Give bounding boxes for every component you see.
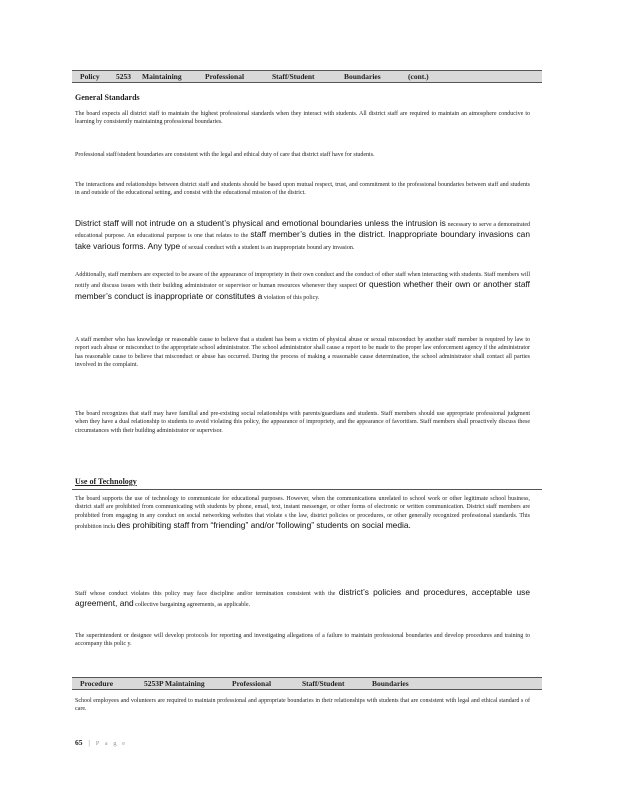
procedure-number: 5253P Maintaining	[144, 679, 205, 688]
paragraph-5-line-c: violation of this policy.	[263, 294, 320, 301]
general-paragraph-4	[75, 218, 530, 252]
policy-number: 5253	[116, 72, 131, 81]
procedure-label: Procedure	[80, 679, 114, 688]
paragraph-5-line-b: or question whether their own or another staff member’s conduct is inappropriate or constitutes a	[75, 279, 531, 301]
page-footer	[75, 738, 127, 747]
paragraph-4-line-c: staff member’s duties in the district. Inappropriate boundary invasions can take various forms. Any type	[75, 229, 530, 251]
technology-paragraph-2	[75, 587, 530, 610]
general-paragraph-2: Professional staff/student boundaries are consistent with the legal and ethical duty of care that district staff have for students.	[75, 152, 375, 158]
policy-title-boundaries: Boundaries	[344, 72, 381, 81]
procedure-title-boundaries: Boundaries	[372, 679, 409, 688]
paragraph-4-line-d: of sexual conduct with a student is an inappropriate bound ary invasion.	[181, 244, 355, 251]
tech-paragraph-2-line-b: district’s policies and procedures, acceptable use agreement, and	[75, 587, 530, 609]
general-paragraph-6: A staff member who has knowledge or reasonable cause to believe that a student has been a victim of physical abuse or sexual misconduct by another staff member is required by law to report such abuse or misconduct to the appropriate school administrator. The school administrator shall cause a report to be made to the proper law enforcement agency if the administrator has reasonable cause to believe that misconduct or abuse has occurred. During the process of making a reasonable cause determination, the school administrator shall contact all parties involved in the complaint.	[75, 337, 530, 369]
policy-header-band	[72, 70, 542, 83]
policy-title-maintaining: Maintaining	[142, 72, 182, 81]
policy-label: Policy	[80, 72, 100, 81]
paragraph-4-line-a: District staff will not intrude on a student’s physical and emotional boundaries unless the intrusion is	[75, 218, 446, 228]
page-label: P a g e	[95, 740, 128, 747]
tech-paragraph-2-line-a: Staff whose conduct violates this policy may face discipline and/or termination consistent with the	[75, 591, 336, 597]
general-paragraph-7: The board recognizes that staff may have familial and pre-existing social relationships with parents/guardians and students. Staff members should use appropriate professional judgment when they have a dual relationship to students to avoid violating this policy, the appearance of impropriety, and the appearance of favoritism. Staff members shall proactively discuss these circumstances with their building administrator or supervisor.	[75, 411, 530, 434]
page-number: 65	[75, 738, 83, 747]
procedure-title-professional: Professional	[232, 679, 272, 688]
general-paragraph-1: The board expects all district staff to maintain the highest professional standards when they interact with students. All district staff are required to maintain an atmosphere conducive to learning by consistently maintaining professional boundaries.	[75, 111, 530, 126]
tech-paragraph-2-line-c: collective bargaining agreements, as applicable.	[135, 602, 251, 609]
policy-title-professional: Professional	[205, 72, 245, 81]
policy-title-staff-student: Staff/Student	[272, 72, 315, 81]
tech-paragraph-1-line-b: des prohibiting staff from “friending” and/or	[116, 520, 275, 531]
paragraph-5-line-a: Additionally, staff members are expected to be aware of the appearance of impropriety in their own conduct and the conduct of other staff when interacting with students. Staff members will notify and discuss issues with their building administrator or supervisor or human resources whenever they suspect	[75, 272, 530, 290]
procedure-header-band	[72, 677, 542, 690]
general-paragraph-5	[75, 271, 530, 302]
paragraph-4-line-b: necessary to serve a demonstrated educational purpose. An educational purpose is one that relates to the	[75, 222, 530, 240]
footer-separator: |	[88, 738, 90, 747]
technology-paragraph-3: The superintendent or designee will develop protocols for reporting and investigating allegations of a failure to maintain professional boundaries and develop procedures and training to accompany this polic y.	[75, 633, 530, 648]
procedure-paragraph: School employees and volunteers are required to maintain professional and appropriate boundaries in their relationships with students that are consistent with legal and ethical standard s of care.	[75, 698, 530, 713]
tech-paragraph-1-line-a: The board supports the use of technology to communicate for educational purposes. However, when the communications unrelated to school work or other legitimate school business, district staff are prohibited from communicating with students by phone, email, text, instant messenger, or other forms of electronic or written communication. District staff members are prohibited from engaging in any conduct on social networking websites that violate s the law, district policies or procedures, or other generally recognized professional standards. This prohibition inclu	[75, 496, 530, 531]
procedure-title-staff-student: Staff/Student	[302, 679, 345, 688]
section-divider	[72, 489, 542, 490]
policy-cont: (cont.)	[408, 72, 429, 81]
tech-paragraph-1-line-c: “following” students on social media.	[275, 520, 411, 531]
technology-paragraph-1	[75, 495, 530, 532]
general-standards-heading: General Standards	[75, 93, 140, 102]
general-paragraph-3: The interactions and relationships between district staff and students should be based upon mutual respect, trust, and commitment to the professional boundaries between staff and students in and outside of the educational setting, and consist with the educational mission of the district.	[75, 182, 530, 197]
use-of-technology-heading: Use of Technology	[75, 477, 137, 486]
